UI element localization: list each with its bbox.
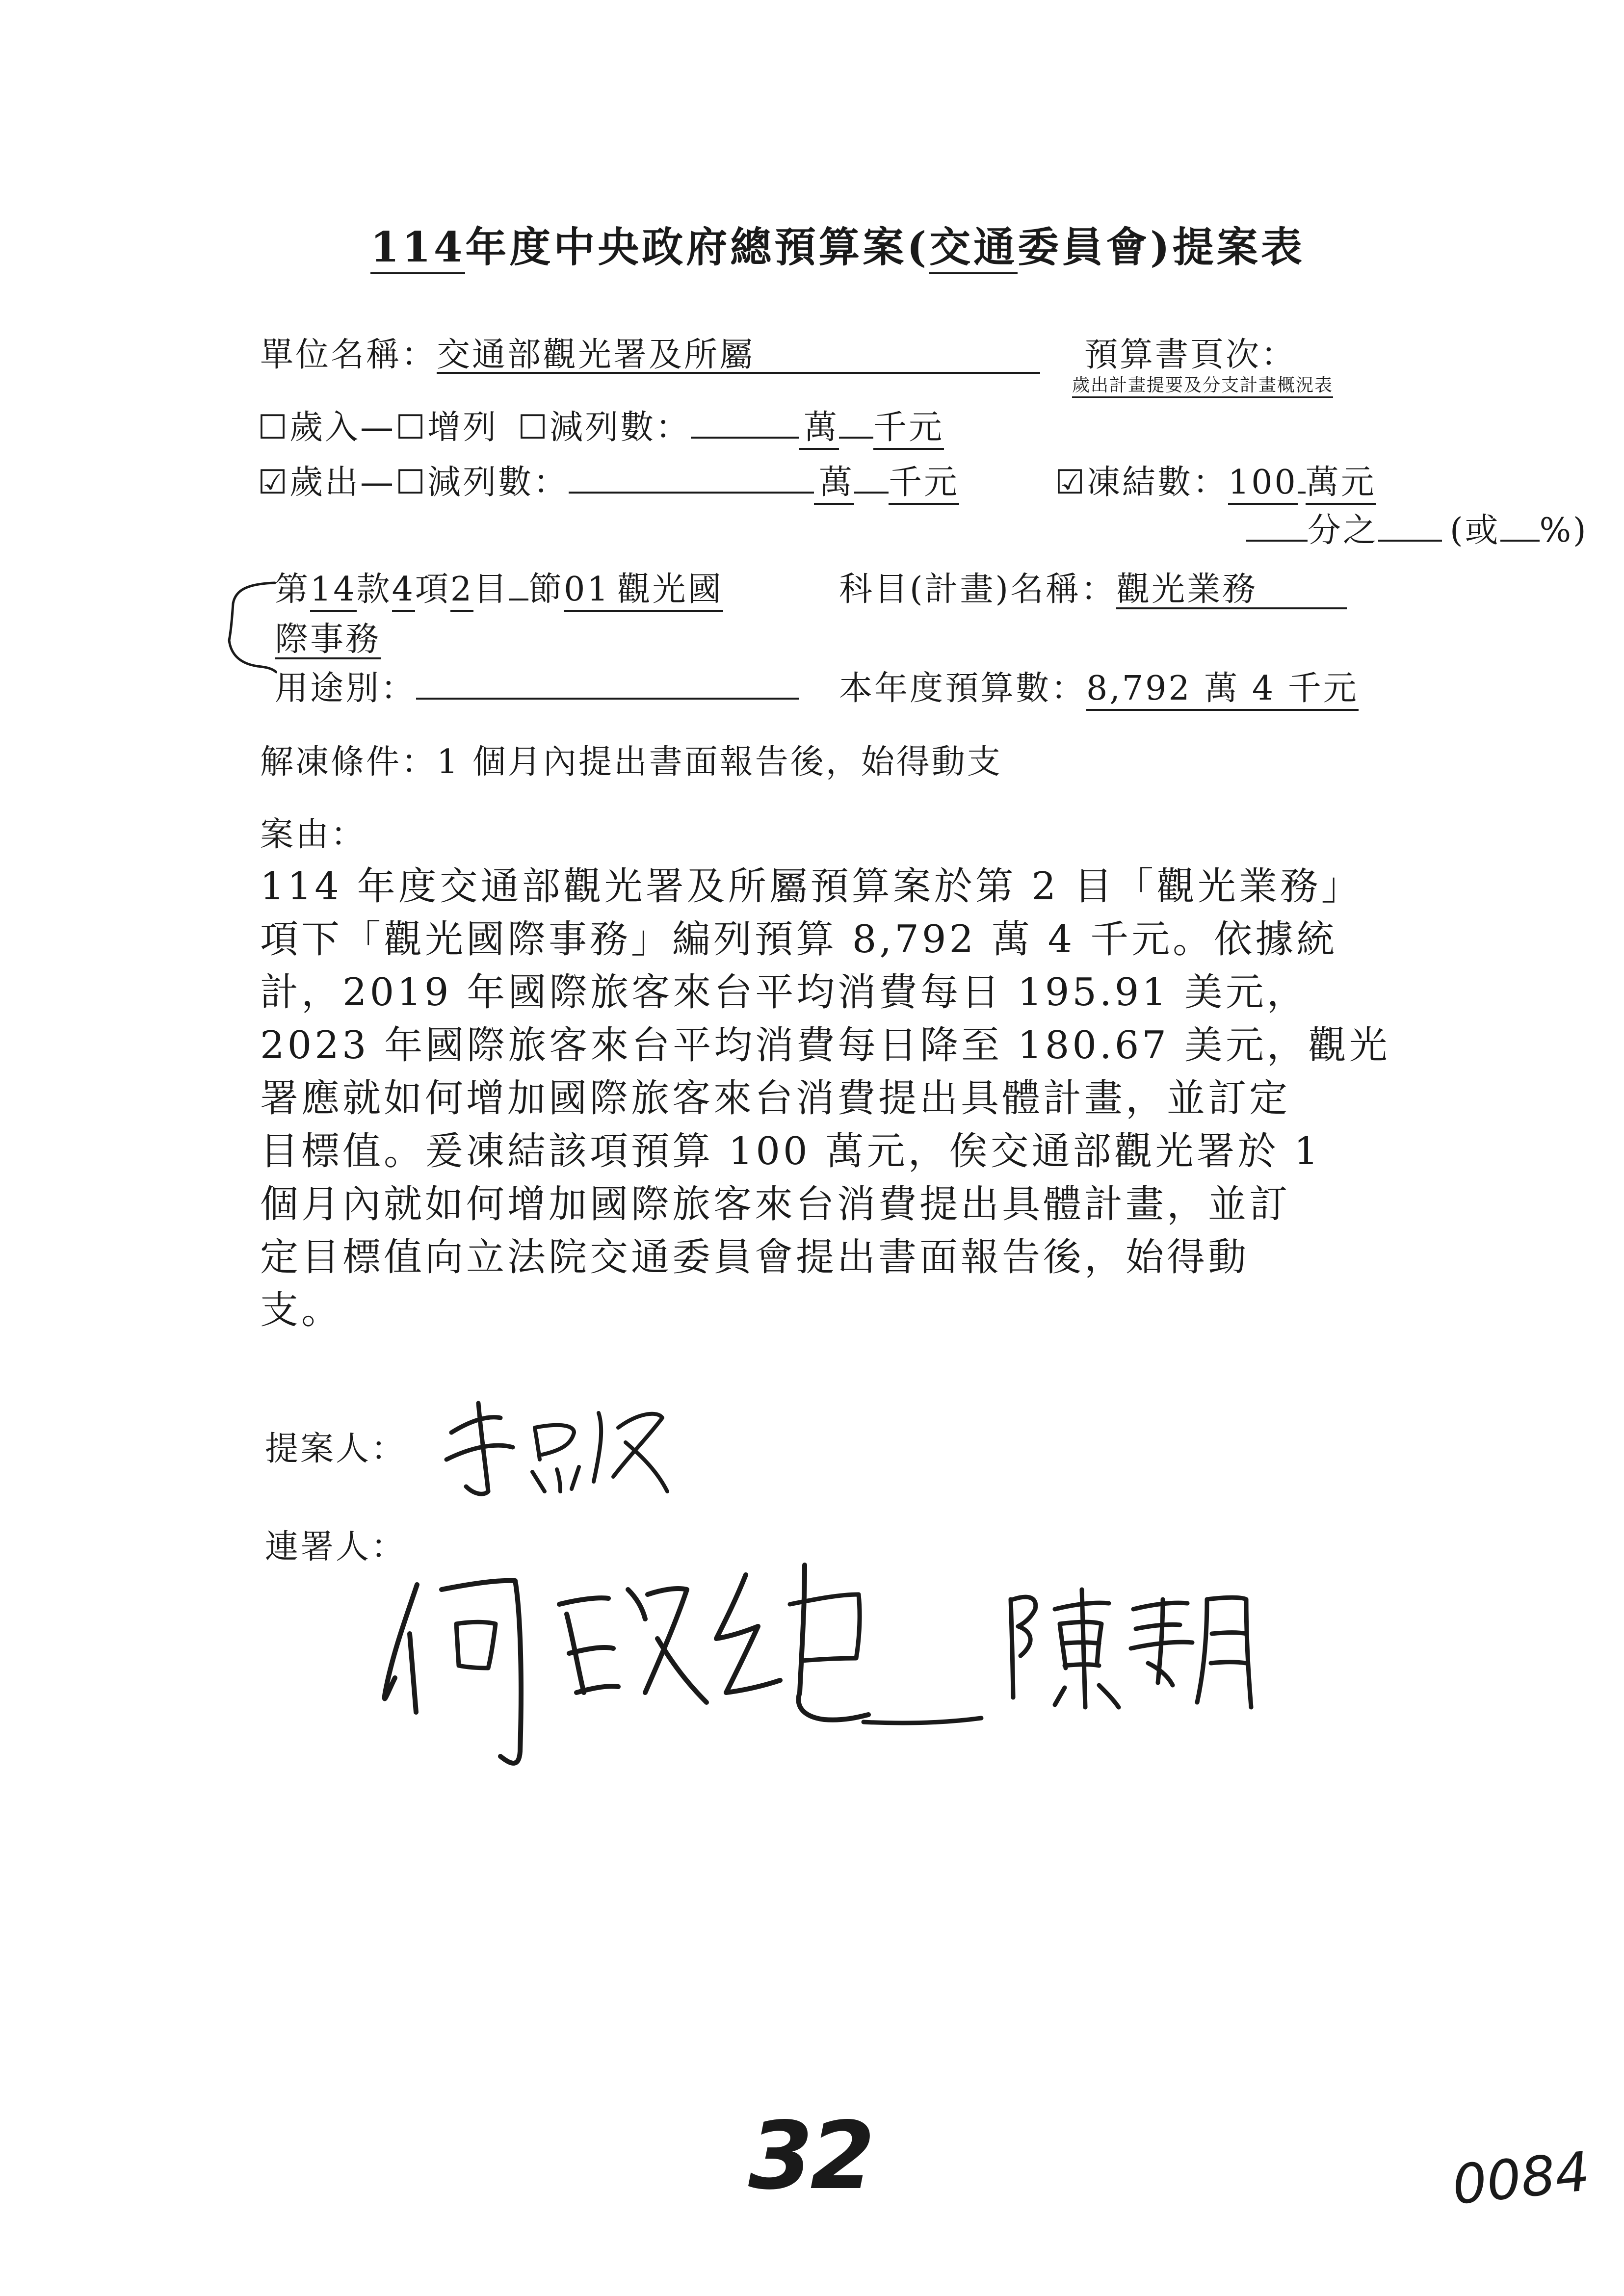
subject-label: 科目(計畫)名稱： — [839, 570, 1117, 609]
kuan-prefix: 第 — [275, 570, 311, 609]
reason-line: 114 年度交通部觀光署及所屬預算案於第 2 目「觀光業務」 — [260, 864, 1362, 909]
usage-row — [275, 669, 799, 708]
corner-number: 0084 — [1449, 2139, 1593, 2217]
unfreeze-row — [260, 743, 1002, 782]
reason-line: 項下「觀光國際事務」編列預算 8,792 萬 4 千元。依據統 — [260, 917, 1338, 962]
expense-wan-unit: 萬 — [814, 463, 854, 505]
budget-page-note: 歲出計畫提要及分支計畫概況表 — [1072, 377, 1333, 398]
revenue-checkbox[interactable]: ☐ — [258, 408, 289, 447]
reason-line: 個月內就如何增加國際旅客來台消費提出具體計畫，並訂 — [260, 1182, 1291, 1226]
jie-label: 節 — [528, 570, 564, 609]
expense-decrease-checkbox[interactable]: ☐ — [395, 463, 427, 502]
reason-line: 支。 — [260, 1288, 343, 1332]
kuan-label: 款 — [356, 570, 392, 609]
freeze-unit: 萬元 — [1306, 463, 1376, 505]
reason-line: 定目標值向立法院交通委員會提出書面報告後，始得動 — [260, 1235, 1250, 1279]
revenue-wan-unit: 萬 — [799, 408, 839, 450]
expense-row — [258, 463, 959, 502]
unit-row — [260, 336, 1040, 374]
reason-label: 案由： — [260, 815, 367, 854]
jie-value: 01 — [564, 570, 610, 612]
reason-line: 2023 年國際旅客來台平均消費每日降至 180.67 美元，觀光 — [260, 1023, 1390, 1068]
revenue-amount-blank — [691, 437, 799, 439]
kuan-value: 14 — [310, 570, 357, 612]
proposer-signature — [432, 1374, 687, 1511]
budget-page-label: 預算書頁次： — [1084, 336, 1297, 374]
fraction-or: (或 — [1450, 511, 1500, 550]
freeze-group — [1055, 463, 1376, 502]
expense-amount-blank — [569, 492, 814, 494]
mu-label: 目 — [473, 570, 509, 609]
revenue-row — [258, 408, 944, 447]
mu-value: 2 — [450, 570, 473, 612]
expense-checkbox[interactable]: ☑ — [258, 463, 289, 502]
expense-decrease-label: 減列數： — [427, 463, 569, 502]
expense-qian-unit: 千元 — [889, 463, 959, 505]
freeze-label: 凍結數： — [1086, 463, 1228, 502]
reason-line: 目標值。爰凍結該項預算 100 萬元，俟交通部觀光署於 1 — [260, 1129, 1321, 1174]
unit-value: 交通部觀光署及所屬 — [437, 339, 1040, 374]
unfreeze-value: 1 個月內提出書面報告後，始得動支 — [437, 743, 1002, 782]
page-title — [370, 223, 1305, 271]
title-committee: 交通 — [929, 223, 1018, 274]
title-part1: 年度中央政府總預算案( — [465, 223, 930, 271]
unit-label: 單位名稱： — [260, 336, 437, 374]
freeze-value: 100 — [1228, 463, 1298, 505]
fraction-row — [1246, 511, 1588, 550]
revenue-increase-checkbox[interactable]: ☐ — [395, 408, 427, 447]
jie-name-1: 觀光國 — [610, 570, 723, 612]
usage-label: 用途別： — [275, 669, 417, 708]
usage-blank — [416, 698, 799, 700]
proposer-label: 提案人： — [265, 1430, 407, 1468]
revenue-decrease-label: 減列數： — [549, 408, 691, 447]
xiang-label: 項 — [415, 570, 450, 609]
revenue-qian-unit: 千元 — [873, 408, 944, 450]
revenue-increase-label: 增列 — [427, 408, 498, 447]
cosigner-label: 連署人： — [265, 1528, 407, 1566]
reason-line: 計，2019 年國際旅客來台平均消費每日 195.91 美元， — [260, 970, 1308, 1015]
jie-name-2: 際事務 — [275, 620, 381, 659]
classification-row — [275, 570, 723, 609]
subject-value: 觀光業務 — [1116, 573, 1347, 609]
title-year: 114 — [370, 223, 465, 274]
revenue-decrease-checkbox[interactable]: ☐ — [517, 408, 550, 447]
freeze-checkbox[interactable]: ☑ — [1055, 463, 1087, 502]
revenue-label: 歲入— — [289, 408, 395, 447]
page-number: 32 — [748, 2102, 872, 2210]
budget-amount-row — [839, 669, 1359, 708]
reason-line: 署應就如何增加國際旅客來台消費提出具體計畫，並訂定 — [260, 1076, 1291, 1121]
expense-label: 歲出— — [289, 463, 395, 502]
subject-row — [839, 570, 1347, 609]
unfreeze-label: 解凍條件： — [260, 743, 437, 782]
fraction-label: 分之 — [1308, 511, 1379, 550]
cosigner-signature-1 — [373, 1545, 1001, 1850]
budget-amount-value: 8,792 萬 4 千元 — [1086, 669, 1359, 711]
cosigner-signature-2 — [1001, 1570, 1256, 1717]
classification-brace — [223, 579, 277, 677]
xiang-value: 4 — [392, 570, 415, 612]
budget-amount-label: 本年度預算數： — [839, 669, 1087, 708]
title-part2: 委員會)提案表 — [1018, 223, 1305, 271]
fraction-percent: %) — [1539, 511, 1588, 550]
